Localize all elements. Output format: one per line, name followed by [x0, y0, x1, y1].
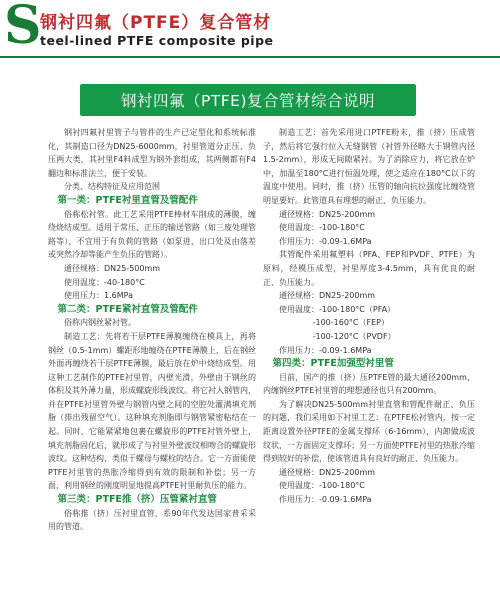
- page-header: [0, 0, 500, 62]
- section-1-spec: 通径规格：DN25-500mm: [64, 263, 161, 273]
- spec-2-diameter: 通径规格：DN25-200mm: [279, 291, 376, 301]
- spec-3-pressure: 作用压力：-0.09-1.6MPa: [279, 495, 372, 505]
- spec-2-pressure: 作用压力：-0.09-1.6MPa: [279, 345, 372, 355]
- section-3-body: 俗称推（挤）压衬里直管，系90年代发达国家普采采用的管道。: [48, 508, 256, 532]
- spec-1-pressure: 作用压力：-0.09-1.6MPa: [279, 236, 372, 246]
- section-3-title: 第三类：PTFE推（挤）压管紧衬直管: [57, 494, 217, 506]
- header-title-en: teel-lined PTFE composite pipe: [40, 33, 274, 48]
- section-2-title: 第二类：PTFE紧衬直管及管配件: [57, 303, 198, 315]
- header-divider: [0, 56, 500, 58]
- header-s-letter: S: [4, 0, 42, 56]
- banner-title: 钢衬四氟（PTFE)复合管材综合说明: [120, 92, 376, 110]
- spec-3-diameter: 通径规格：DN25-200mm: [279, 467, 376, 477]
- spec-2-temp-fep: -100-160°C（FEP）: [312, 318, 389, 328]
- categories-heading: 分类、结构特征及应用范围: [64, 182, 160, 192]
- header-title-cn: 钢衬四氟（PTFE）复合管材: [40, 13, 272, 33]
- section-banner: [80, 84, 416, 116]
- section-1-body: 俗称松衬管。此工艺采用PTFE棒材车削成的薄膜，缠绕烧结成型。适用于常压、正压的输送管路（如三废处理管路等），不宜用于有负荷的管路（如泵进、出口处及由落差或突然冷却等能产生负压的管路）。: [48, 209, 256, 260]
- spec-1-temp: 使用温度：-100-180°C: [279, 223, 365, 233]
- right-column: [263, 126, 475, 507]
- spec-3-temp: 使用温度：-100-180°C: [279, 481, 365, 491]
- section-4-body-1: 目前，国产的推（挤）压PTFE管的最大通径200mm，内缠钢丝PTFE衬里管的理想通径也只有200mm。: [263, 372, 475, 396]
- section-1-temp: 使用温度：-40-180°C: [64, 277, 145, 287]
- spec-2-temp-pfa: 使用温度：-100-180°C（PFA）: [279, 304, 396, 314]
- section-2-body-2: 制造工艺：先将若干层PTFE薄膜缠绕在模具上，再将钢丝（0.5-1mm）螺距形地缠绕在PTFE薄膜上，后在钢丝外面再缠绕若干层PTFE薄膜，最后放在炉中烧结成型。用这种工艺制作的PTFE衬里管，内壁光滑，外壁由于钢丝的体积及其外薄力量，形成螺旋形线波纹。将它衬入钢管内，并在PTFE衬里管外壁与钢管内壁之间的空腔处灌满填充剂脂（排出残留空气）。这种填充剂脂即与钢管紧密粘结在一起。同时，它能紧紧地包裹在螺旋形的PTFE衬管外壁上，填充剂脂固化后，就形成了与衬里外壁波纹相吻合的螺旋形波纹。这种结构，类似于螺母与螺栓的结合。它一方面能使PTFE衬里管的热胀冷缩得到有效的限制和补偿；另一方面，利用钢丝的刚度明显地提高PTFE衬里耐负压的能力。: [48, 331, 256, 491]
- section-1-pressure: 使用压力：1.6MPa: [64, 291, 133, 301]
- spec-1-diameter: 通径规格：DN25-200mm: [279, 209, 376, 219]
- section-4-body-2: 为了解决DN25-500mm衬里直管和管配件耐正、负压的问题，我们采用如下衬里工艺：在PTFE松衬管内，按一定距离设置外径PTFE的金属支撑环（6-16mm），内卸做成波纹状，一方面固定支撑环；另一方面使PTFE衬里的热胀冷缩得到较好的补偿，使该管道具有良好的耐正、负压能力。: [263, 399, 475, 464]
- section-1-title: 第一类：PTFE衬里直管及管配件: [57, 194, 198, 206]
- spec-2-temp-pvdf: -100-120°C（PVDF）: [312, 331, 396, 341]
- intro-paragraph: 钢衬四氟衬里管子与管件的生产已定型化和系统标准化，其制造口径为DN25-6000mm，衬里管道分正压、负压两大类，其衬里F4料成型为钢外套组成，其两侧都有F4翻边和标准法兰，便于安装。: [48, 128, 256, 178]
- fittings-paragraph: 其管配件采用氟塑料（PFA、FEP和PVDF、PTFE）为原料，经模压成型，衬里厚度3-4.5mm，具有优良的耐正、负压能力。: [263, 250, 475, 287]
- process-paragraph: 制造工艺：首先采用进口PTFE粉末，推（挤）压成管子，然后将它强行拉入无缝钢管（衬管外径略大于钢管内径1.5-2mm），形成无间隙紧衬。为了消除应力，将它放在炉中，加温至180°C进行恒温处理，使之适应在180°C以下的温度中使用。同时，推（挤）压管的轴向抗拉强度比缠绕管明显要好。此管道具有理想的耐正、负压能力。: [263, 128, 475, 205]
- section-4-title: 第四类：PTFE加强型衬里管: [272, 358, 394, 370]
- left-column: [48, 126, 256, 534]
- section-2-body-1: 俗称内钢丝紧衬管。: [64, 318, 136, 328]
